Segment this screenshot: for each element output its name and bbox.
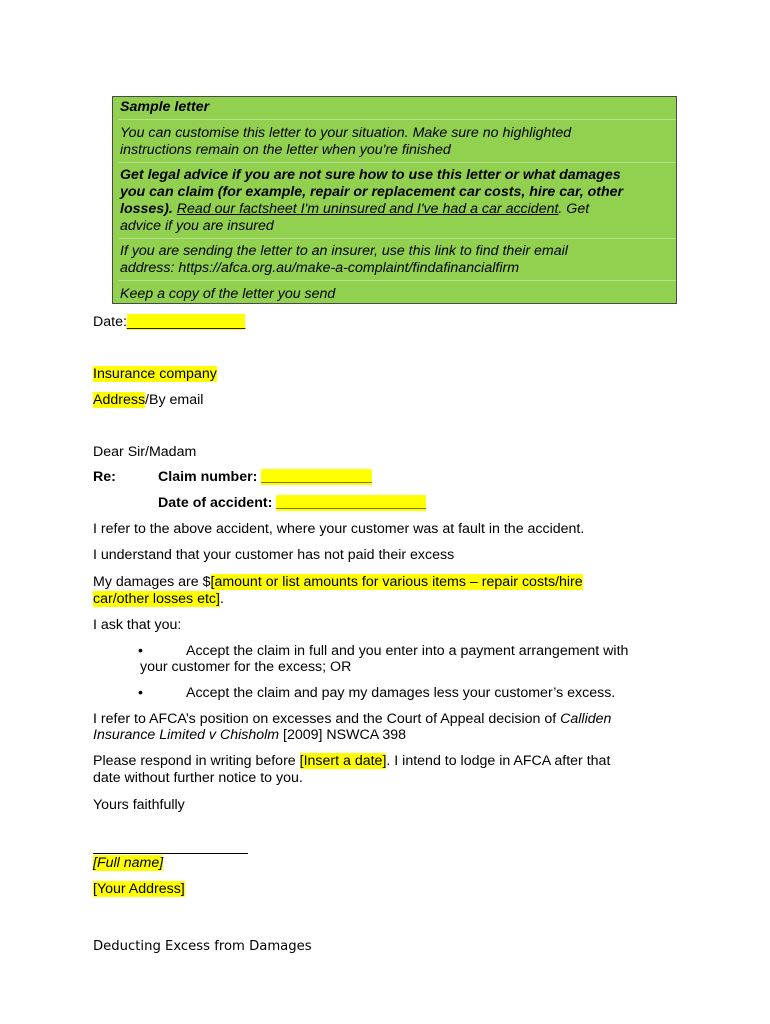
page-footer: Deducting Excess from Damages: [93, 939, 312, 954]
your-address-placeholder[interactable]: [Your Address]: [93, 881, 185, 897]
legal-advice-line3: [120, 201, 589, 217]
instructions-customise-line2: instructions remain on the letter when you're finished: [120, 142, 451, 158]
date-of-accident-label: Date of accident:: [158, 495, 273, 511]
full-name-line: [93, 855, 163, 872]
bullet-1-line2: your customer for the excess; OR: [140, 659, 352, 675]
legal-advice-line4: advice if you are insured: [120, 218, 274, 234]
re-label: Re:: [93, 469, 116, 485]
keep-copy-note: Keep a copy of the letter you send: [120, 286, 336, 302]
respond-prefix: Please respond in writing before: [93, 753, 300, 769]
by-email-text: /By email: [145, 392, 204, 408]
body-paragraph-1: I refer to the above accident, where your customer was at fault in the accident.: [93, 521, 585, 537]
body-paragraph-2: I understand that your customer has not paid their excess: [93, 547, 455, 563]
instructions-customise-line1: You can customise this letter to your situation. Make sure no highlighted: [120, 125, 572, 141]
afca-line-1: [93, 711, 611, 728]
signature-line: [93, 853, 248, 854]
date-line: [93, 314, 245, 331]
insurance-company-placeholder[interactable]: Insurance company: [93, 366, 217, 382]
case-name-part2: Insurance Limited v Chisholm: [93, 727, 280, 743]
insert-date-placeholder[interactable]: [Insert a date]: [299, 753, 387, 769]
damages-placeholder-1[interactable]: [amount or list amounts for various items – repair costs/hire: [210, 574, 583, 590]
recipient-company: [93, 366, 217, 383]
instructions-title: Sample letter: [120, 99, 210, 115]
date-blank[interactable]: _______________: [126, 314, 246, 330]
bullet-2-text: Accept the claim and pay my damages less your customer’s excess.: [186, 685, 616, 701]
damages-prefix: My damages are $: [93, 574, 211, 590]
recipient-address: [93, 392, 203, 409]
instructions-divider: [119, 119, 676, 120]
respond-line-2: date without further notice to you.: [93, 770, 303, 786]
sign-off: Yours faithfully: [93, 797, 185, 813]
insurer-link-line2: address: https://afca.org.au/make-a-complaint/findafinancialfirm: [120, 260, 520, 276]
ask-intro: I ask that you:: [93, 617, 182, 633]
date-of-accident-blank[interactable]: ___________________: [276, 495, 427, 511]
bullet-1-glyph: •: [138, 643, 143, 659]
damages-placeholder-2[interactable]: car/other losses etc]: [93, 591, 220, 607]
your-address-line: [93, 881, 185, 898]
address-placeholder[interactable]: Address: [93, 392, 146, 408]
claim-number-blank[interactable]: ______________: [261, 469, 372, 485]
instructions-box: [112, 96, 677, 304]
instructions-divider: [119, 238, 676, 239]
instructions-divider: [119, 162, 676, 163]
salutation: Dear Sir/Madam: [93, 444, 197, 460]
case-name-part1: Calliden: [560, 711, 612, 727]
bullet-2-glyph: •: [138, 685, 143, 701]
legal-advice-get: . Get: [558, 201, 590, 217]
legal-advice-line1: Get legal advice if you are not sure how to use this letter or what damages: [120, 167, 621, 183]
legal-advice-losses: losses).: [120, 201, 173, 217]
claim-number-label: Claim number:: [158, 469, 258, 485]
afca-text: I refer to AFCA’s position on excesses and the Court of Appeal decision of: [93, 711, 561, 727]
damages-line-1: [93, 574, 583, 591]
date-of-accident-line: [158, 495, 426, 512]
claim-number-line: [158, 469, 372, 486]
date-label: Date:: [93, 314, 127, 330]
factsheet-link[interactable]: Read our factsheet I'm uninsured and I've had a car accident: [176, 201, 559, 217]
damages-period: .: [219, 591, 224, 607]
full-name-placeholder[interactable]: [Full name]: [93, 855, 164, 871]
legal-advice-line2: you can claim (for example, repair or replacement car costs, hire car, other: [120, 184, 624, 200]
case-citation: [2009] NSWCA 398: [279, 727, 407, 743]
respond-tail: . I intend to lodge in AFCA after that: [386, 753, 611, 769]
afca-line-2: [93, 727, 406, 744]
respond-line-1: [93, 753, 610, 770]
instructions-divider: [119, 280, 676, 281]
insurer-link-line1: If you are sending the letter to an insurer, use this link to find their email: [120, 243, 568, 259]
damages-line-2: [93, 591, 224, 608]
bullet-1-line1: Accept the claim in full and you enter into a payment arrangement with: [186, 643, 629, 659]
